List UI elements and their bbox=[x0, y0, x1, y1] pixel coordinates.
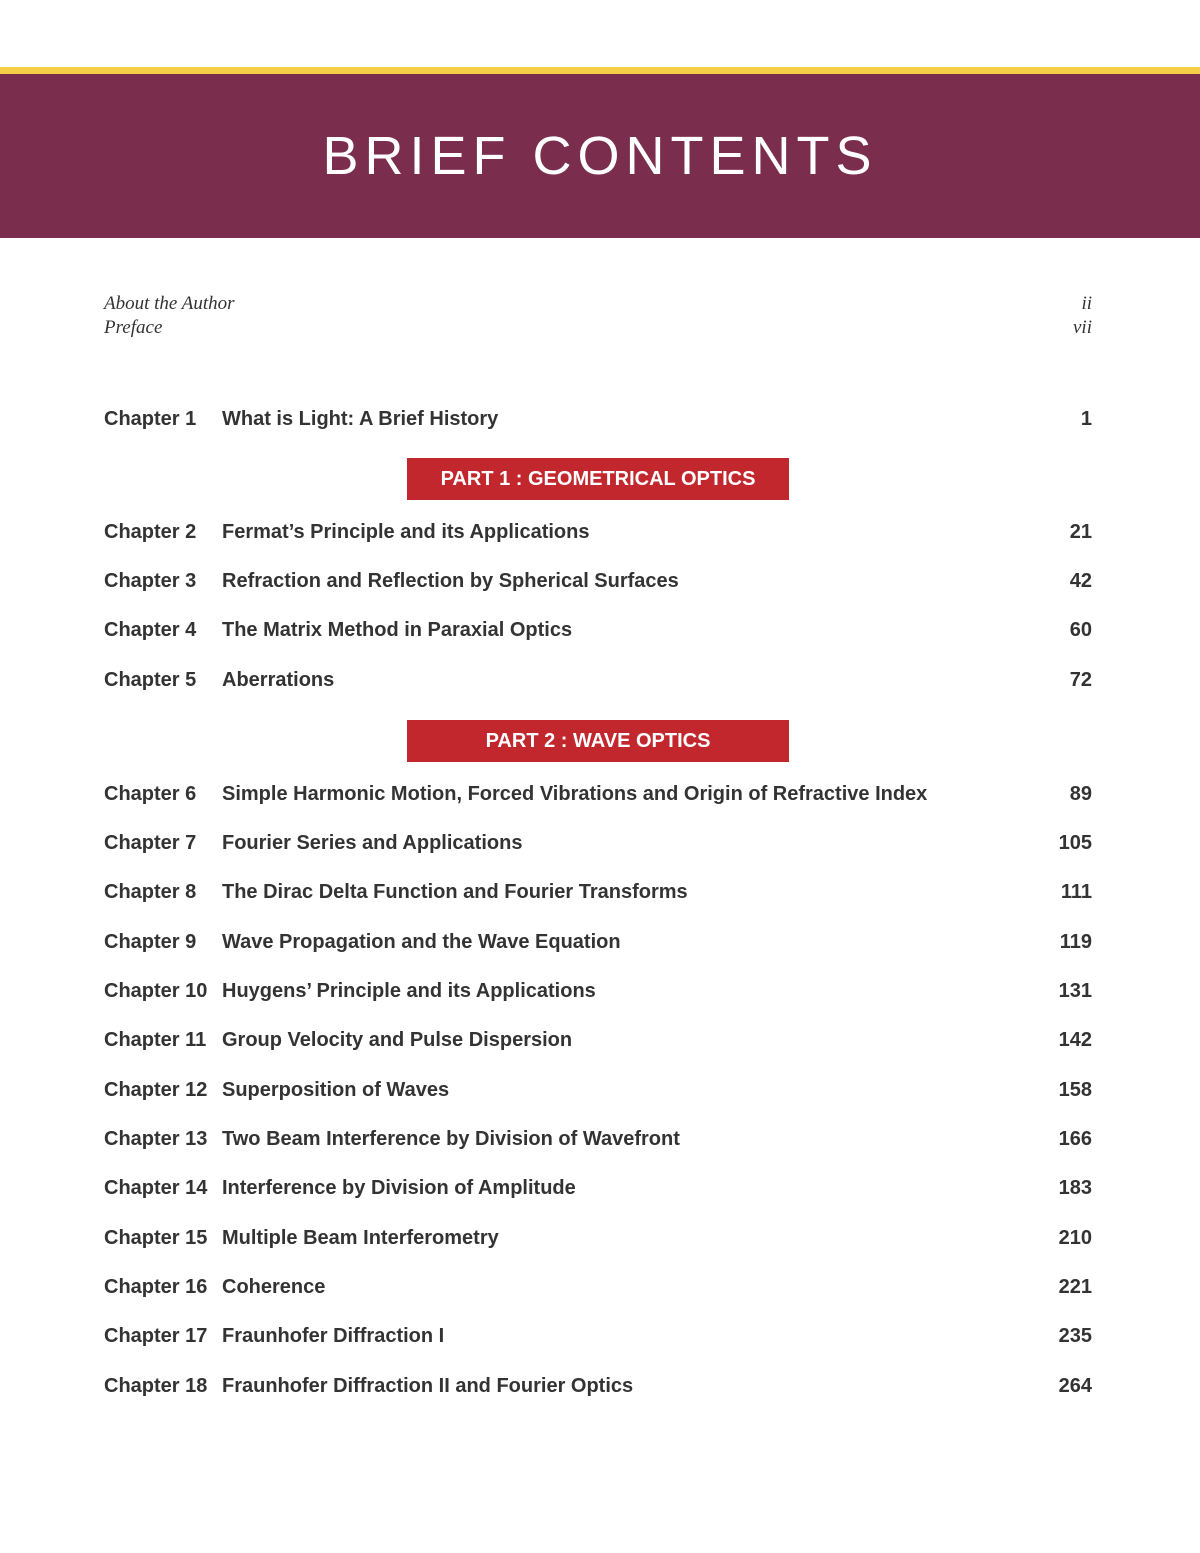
toc-row-chapter-9[interactable] bbox=[104, 931, 1092, 961]
chapter-number: Chapter 5 bbox=[104, 669, 197, 691]
chapter-page: 60 bbox=[1069, 619, 1092, 641]
chapter-page: 158 bbox=[1058, 1079, 1092, 1101]
chapter-title: The Dirac Delta Function and Fourier Transforms bbox=[222, 881, 688, 903]
toc-row-chapter-2[interactable] bbox=[104, 521, 1092, 551]
chapter-number: Chapter 3 bbox=[104, 570, 197, 592]
front-matter-title: Preface bbox=[104, 317, 163, 338]
chapter-number: Chapter 8 bbox=[104, 881, 197, 903]
front-matter-page: ii bbox=[1081, 293, 1092, 314]
front-matter-title: About the Author bbox=[104, 293, 235, 314]
toc-row-chapter-17[interactable] bbox=[104, 1325, 1092, 1355]
front-matter-preface[interactable] bbox=[104, 317, 1092, 341]
chapter-page: 131 bbox=[1058, 980, 1092, 1002]
toc-row-chapter-18[interactable] bbox=[104, 1375, 1092, 1405]
chapter-page: 235 bbox=[1058, 1325, 1092, 1347]
toc-row-chapter-15[interactable] bbox=[104, 1227, 1092, 1257]
chapter-page: 21 bbox=[1069, 521, 1092, 543]
part-1-banner bbox=[407, 458, 789, 500]
toc-row-chapter-1[interactable] bbox=[104, 408, 1092, 438]
chapter-number: Chapter 16 bbox=[104, 1276, 208, 1298]
chapter-page: 111 bbox=[1060, 881, 1092, 903]
toc-row-chapter-3[interactable] bbox=[104, 570, 1092, 600]
chapter-number: Chapter 14 bbox=[104, 1177, 208, 1199]
chapter-number: Chapter 15 bbox=[104, 1227, 208, 1249]
chapter-title: Huygens’ Principle and its Applications bbox=[222, 980, 596, 1002]
chapter-page: 42 bbox=[1069, 570, 1092, 592]
toc-row-chapter-16[interactable] bbox=[104, 1276, 1092, 1306]
chapter-title: Fraunhofer Diffraction II and Fourier Optics bbox=[222, 1375, 634, 1397]
front-matter-about-author[interactable] bbox=[104, 293, 1092, 317]
chapter-page: 72 bbox=[1069, 669, 1092, 691]
front-matter-page: vii bbox=[1073, 317, 1092, 338]
toc-row-chapter-5[interactable] bbox=[104, 669, 1092, 699]
chapter-page: 221 bbox=[1058, 1276, 1092, 1298]
chapter-title: Interference by Division of Amplitude bbox=[222, 1177, 576, 1199]
chapter-page: 89 bbox=[1069, 783, 1092, 805]
toc-row-chapter-7[interactable] bbox=[104, 832, 1092, 862]
chapter-page: 119 bbox=[1059, 931, 1092, 953]
chapter-title: Wave Propagation and the Wave Equation bbox=[222, 931, 621, 953]
part-2-banner bbox=[407, 720, 789, 762]
chapter-page: 183 bbox=[1058, 1177, 1092, 1199]
chapter-number: Chapter 9 bbox=[104, 931, 197, 953]
chapter-title: Group Velocity and Pulse Dispersion bbox=[222, 1029, 573, 1051]
chapter-title: Coherence bbox=[222, 1276, 326, 1298]
chapter-title: Refraction and Reflection by Spherical Surfaces bbox=[222, 570, 679, 592]
chapter-number: Chapter 2 bbox=[104, 521, 197, 543]
chapter-number: Chapter 7 bbox=[104, 832, 197, 854]
chapter-number: Chapter 6 bbox=[104, 783, 197, 805]
chapter-page: 105 bbox=[1058, 832, 1092, 854]
chapter-title: Aberrations bbox=[222, 669, 335, 691]
chapter-number: Chapter 1 bbox=[104, 408, 197, 430]
chapter-number: Chapter 17 bbox=[104, 1325, 208, 1347]
chapter-number: Chapter 11 bbox=[104, 1029, 207, 1051]
chapter-number: Chapter 10 bbox=[104, 980, 208, 1002]
toc-row-chapter-6[interactable] bbox=[104, 783, 1092, 813]
chapter-title: Two Beam Interference by Division of Wavefront bbox=[222, 1128, 680, 1150]
toc-row-chapter-4[interactable] bbox=[104, 619, 1092, 649]
toc-row-chapter-12[interactable] bbox=[104, 1079, 1092, 1109]
chapter-title: Fermat’s Principle and its Applications bbox=[222, 521, 590, 543]
chapter-title: The Matrix Method in Paraxial Optics bbox=[222, 619, 573, 641]
page-title: BRIEF CONTENTS bbox=[322, 126, 878, 186]
gold-rule bbox=[0, 67, 1200, 74]
part-label: PART 2 : WAVE OPTICS bbox=[485, 729, 711, 752]
chapter-title: What is Light: A Brief History bbox=[222, 408, 499, 430]
chapter-page: 142 bbox=[1058, 1029, 1092, 1051]
toc-row-chapter-14[interactable] bbox=[104, 1177, 1092, 1207]
header-band bbox=[0, 74, 1200, 238]
chapter-number: Chapter 4 bbox=[104, 619, 197, 641]
chapter-title: Fraunhofer Diffraction I bbox=[222, 1325, 445, 1347]
chapter-number: Chapter 13 bbox=[104, 1128, 208, 1150]
toc-row-chapter-11[interactable] bbox=[104, 1029, 1092, 1059]
toc-row-chapter-8[interactable] bbox=[104, 881, 1092, 911]
chapter-title: Simple Harmonic Motion, Forced Vibrations and Origin of Refractive Index bbox=[222, 783, 928, 805]
toc-row-chapter-13[interactable] bbox=[104, 1128, 1092, 1158]
chapter-number: Chapter 12 bbox=[104, 1079, 208, 1101]
chapter-title: Multiple Beam Interferometry bbox=[222, 1227, 499, 1249]
chapter-title: Fourier Series and Applications bbox=[222, 832, 523, 854]
chapter-number: Chapter 18 bbox=[104, 1375, 208, 1397]
chapter-page: 1 bbox=[1080, 408, 1092, 430]
chapter-page: 166 bbox=[1058, 1128, 1092, 1150]
chapter-page: 264 bbox=[1058, 1375, 1092, 1397]
toc-row-chapter-10[interactable] bbox=[104, 980, 1092, 1010]
part-label: PART 1 : GEOMETRICAL OPTICS bbox=[440, 467, 756, 490]
chapter-page: 210 bbox=[1058, 1227, 1092, 1249]
chapter-title: Superposition of Waves bbox=[222, 1079, 450, 1101]
